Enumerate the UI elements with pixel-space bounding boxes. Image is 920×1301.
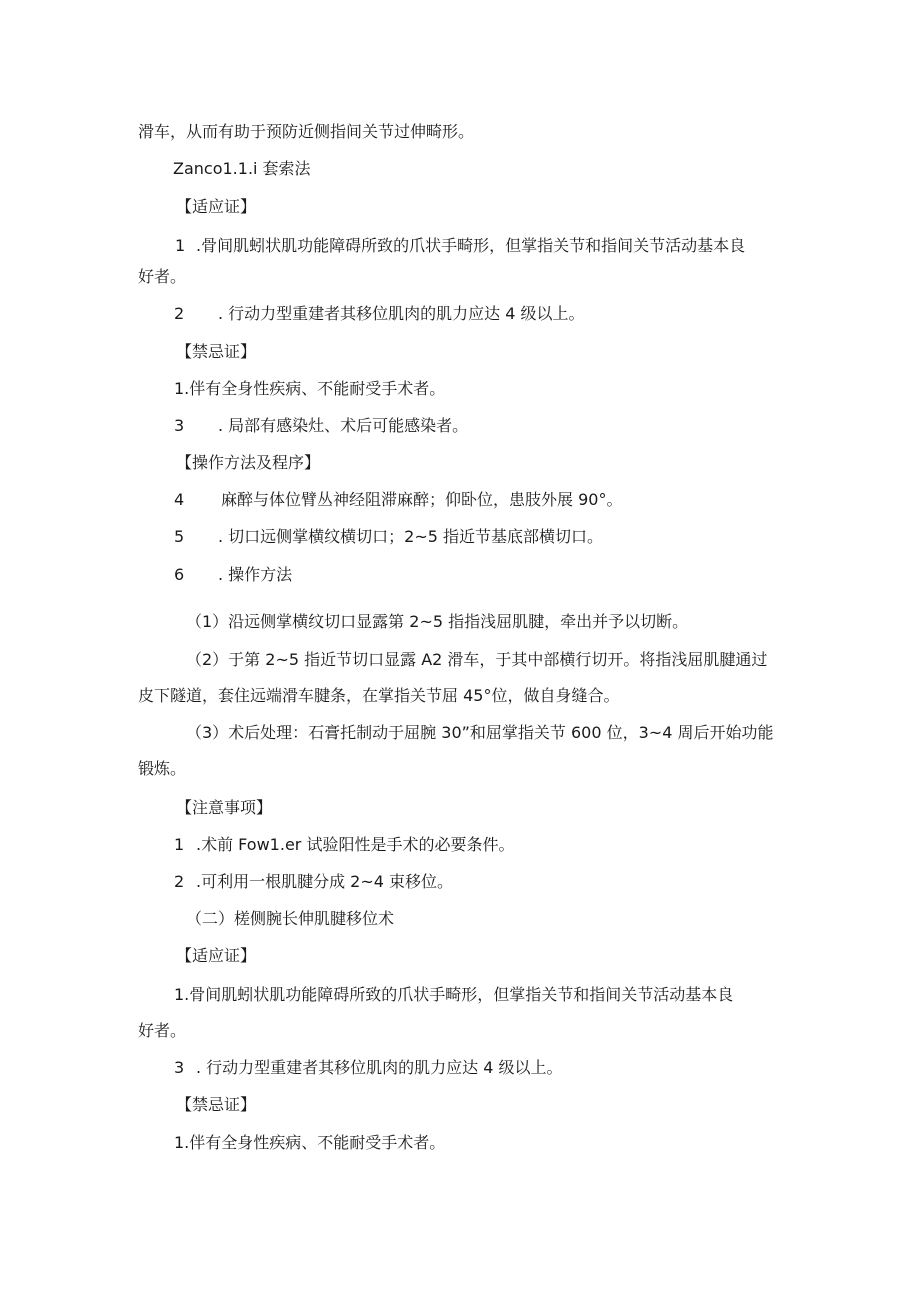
text-line: （1）沿远侧掌横纹切口显露第 2~5 指指浅屈肌腱，牵出并予以切断。 bbox=[186, 612, 689, 631]
text-line: （2）于第 2~5 指近节切口显露 A2 滑车，于其中部横行切开。将指浅屈肌腱通过 bbox=[186, 650, 768, 669]
text-line: 1.伴有全身性疾病、不能耐受手术者。 bbox=[174, 1133, 446, 1152]
text-line: . 切口远侧掌横纹横切口；2~5 指近节基底部横切口。 bbox=[218, 527, 604, 546]
list-number: 4 bbox=[174, 490, 185, 509]
section-heading: Zanco1.1.i 套索法 bbox=[173, 159, 311, 178]
list-number: 5 bbox=[174, 527, 185, 546]
text-line: .术前 Fow1.er 试验阳性是手术的必要条件。 bbox=[196, 835, 515, 854]
text-line: （3）术后处理：石膏托制动于屈腕 30”和屈掌指关节 600 位，3~4 周后开始功能 bbox=[186, 723, 774, 742]
text-line: 好者。 bbox=[138, 267, 187, 286]
bracket-heading: 【禁忌证】 bbox=[176, 1095, 257, 1114]
list-number: 1 bbox=[175, 236, 186, 255]
bracket-heading: 【注意事项】 bbox=[176, 798, 273, 817]
list-number: 3 bbox=[174, 1058, 185, 1077]
text-line: 1.骨间肌蚓状肌功能障碍所致的爪状手畸形，但掌指关节和指间关节活动基本良 bbox=[174, 985, 734, 1004]
section-heading: （二）槎侧腕长伸肌腱移位术 bbox=[186, 909, 395, 928]
text-line: . 行动力型重建者其移位肌肉的肌力应达 4 级以上。 bbox=[196, 1058, 563, 1077]
text-line: . 行动力型重建者其移位肌肉的肌力应达 4 级以上。 bbox=[218, 304, 585, 323]
text-line: 麻醉与体位臂丛神经阻滞麻醉；仰卧位，患肢外展 90°。 bbox=[221, 490, 623, 509]
list-number: 3 bbox=[174, 416, 185, 435]
bracket-heading: 【操作方法及程序】 bbox=[176, 453, 321, 472]
list-number: 6 bbox=[174, 565, 185, 584]
text-line: 1.伴有全身性疾病、不能耐受手术者。 bbox=[174, 379, 446, 398]
bracket-heading: 【适应证】 bbox=[176, 946, 257, 965]
text-line: 皮下隧道，套住远端滑车腱条，在掌指关节屈 45°位，做自身缝合。 bbox=[138, 686, 620, 705]
text-line: . 局部有感染灶、术后可能感染者。 bbox=[218, 416, 469, 435]
text-line: 锻炼。 bbox=[138, 759, 187, 778]
list-number: 2 bbox=[174, 304, 185, 323]
text-line: .可利用一根肌腱分成 2~4 束移位。 bbox=[196, 872, 454, 891]
text-line: 好者。 bbox=[138, 1021, 187, 1040]
bracket-heading: 【适应证】 bbox=[176, 197, 257, 216]
list-number: 2 bbox=[174, 872, 185, 891]
text-line: .骨间肌蚓状肌功能障碍所致的爪状手畸形，但掌指关节和指间关节活动基本良 bbox=[196, 236, 746, 255]
text-line: . 操作方法 bbox=[218, 565, 293, 584]
text-line: 滑车，从而有助于预防近侧指间关节过伸畸形。 bbox=[138, 122, 475, 141]
bracket-heading: 【禁忌证】 bbox=[176, 342, 257, 361]
list-number: 1 bbox=[174, 835, 185, 854]
